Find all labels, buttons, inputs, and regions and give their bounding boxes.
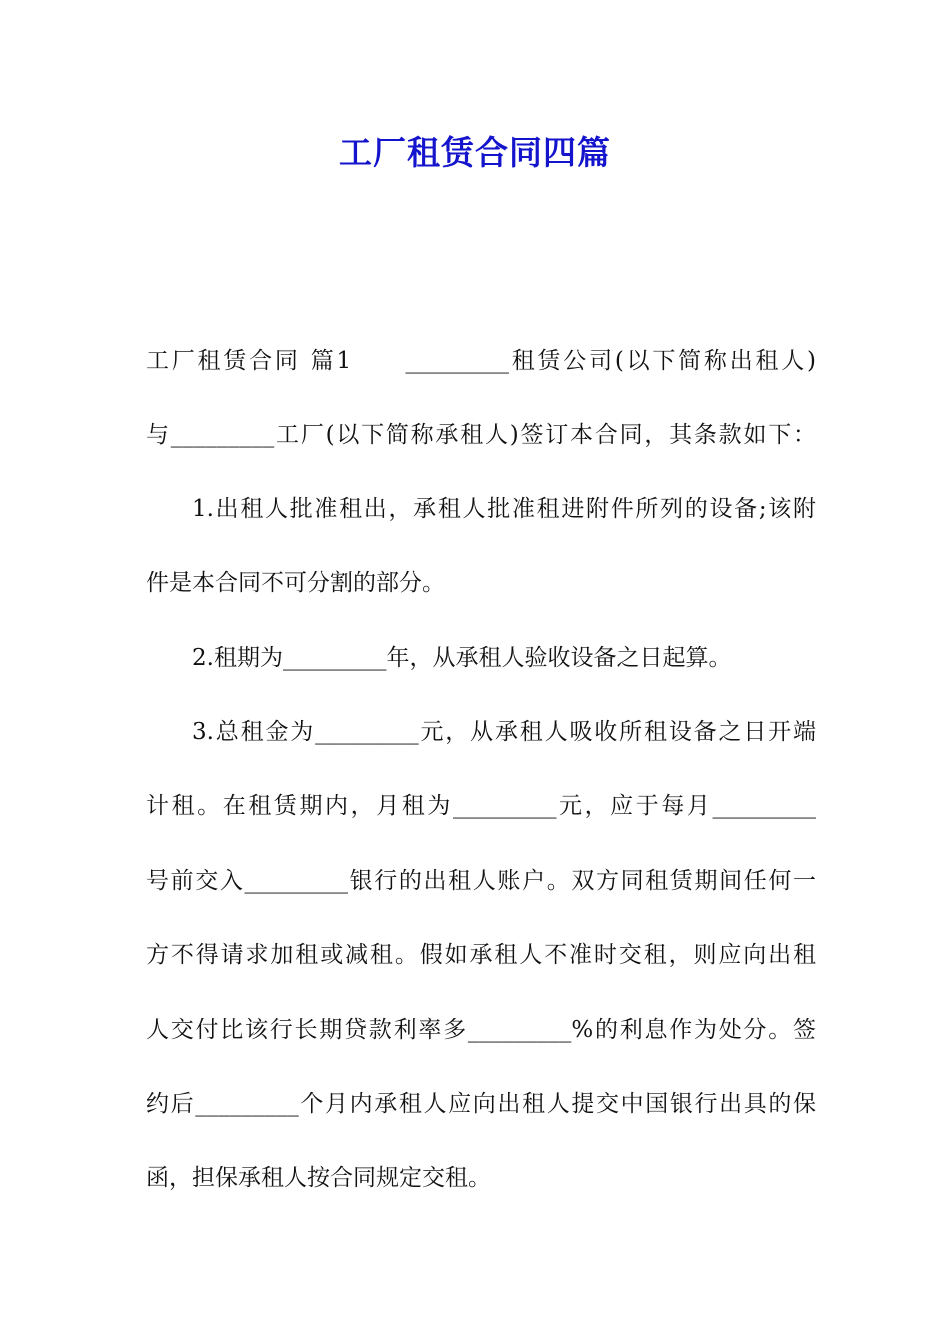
text-line: 1.出租人批准租出，承租人批准租进附件所列的设备;该附 [192, 496, 816, 522]
text-line: 与_________工厂(以下简称承租人)签订本合同，其条款如下： [146, 422, 816, 448]
text-line: 计租。在租赁期内，月租为_________元，应于每月_________ [146, 793, 816, 819]
text-line: 函，担保承租人按合同规定交租。 [146, 1165, 491, 1191]
text-line: 工厂租赁合同 篇1 _________租赁公司(以下简称出租人) [146, 348, 816, 374]
text-line: 3.总租金为_________元，从承租人吸收所租设备之日开端 [192, 719, 816, 745]
text-line: 约后_________个月内承租人应向出租人提交中国银行出具的保 [146, 1091, 816, 1117]
text-line: 方不得请求加租或减租。假如承租人不准时交租，则应向出租 [146, 942, 816, 968]
document-title: 工厂租赁合同四篇 [339, 133, 611, 172]
text-line: 人交付比该行长期贷款利率多_________%的利息作为处分。签 [146, 1017, 816, 1043]
text-line: 件是本合同不可分割的部分。 [146, 570, 445, 596]
text-line: 号前交入_________银行的出租人账户。双方同租赁期间任何一 [146, 868, 816, 894]
text-line: 2.租期为_________年，从承租人验收设备之日起算。 [192, 645, 732, 671]
